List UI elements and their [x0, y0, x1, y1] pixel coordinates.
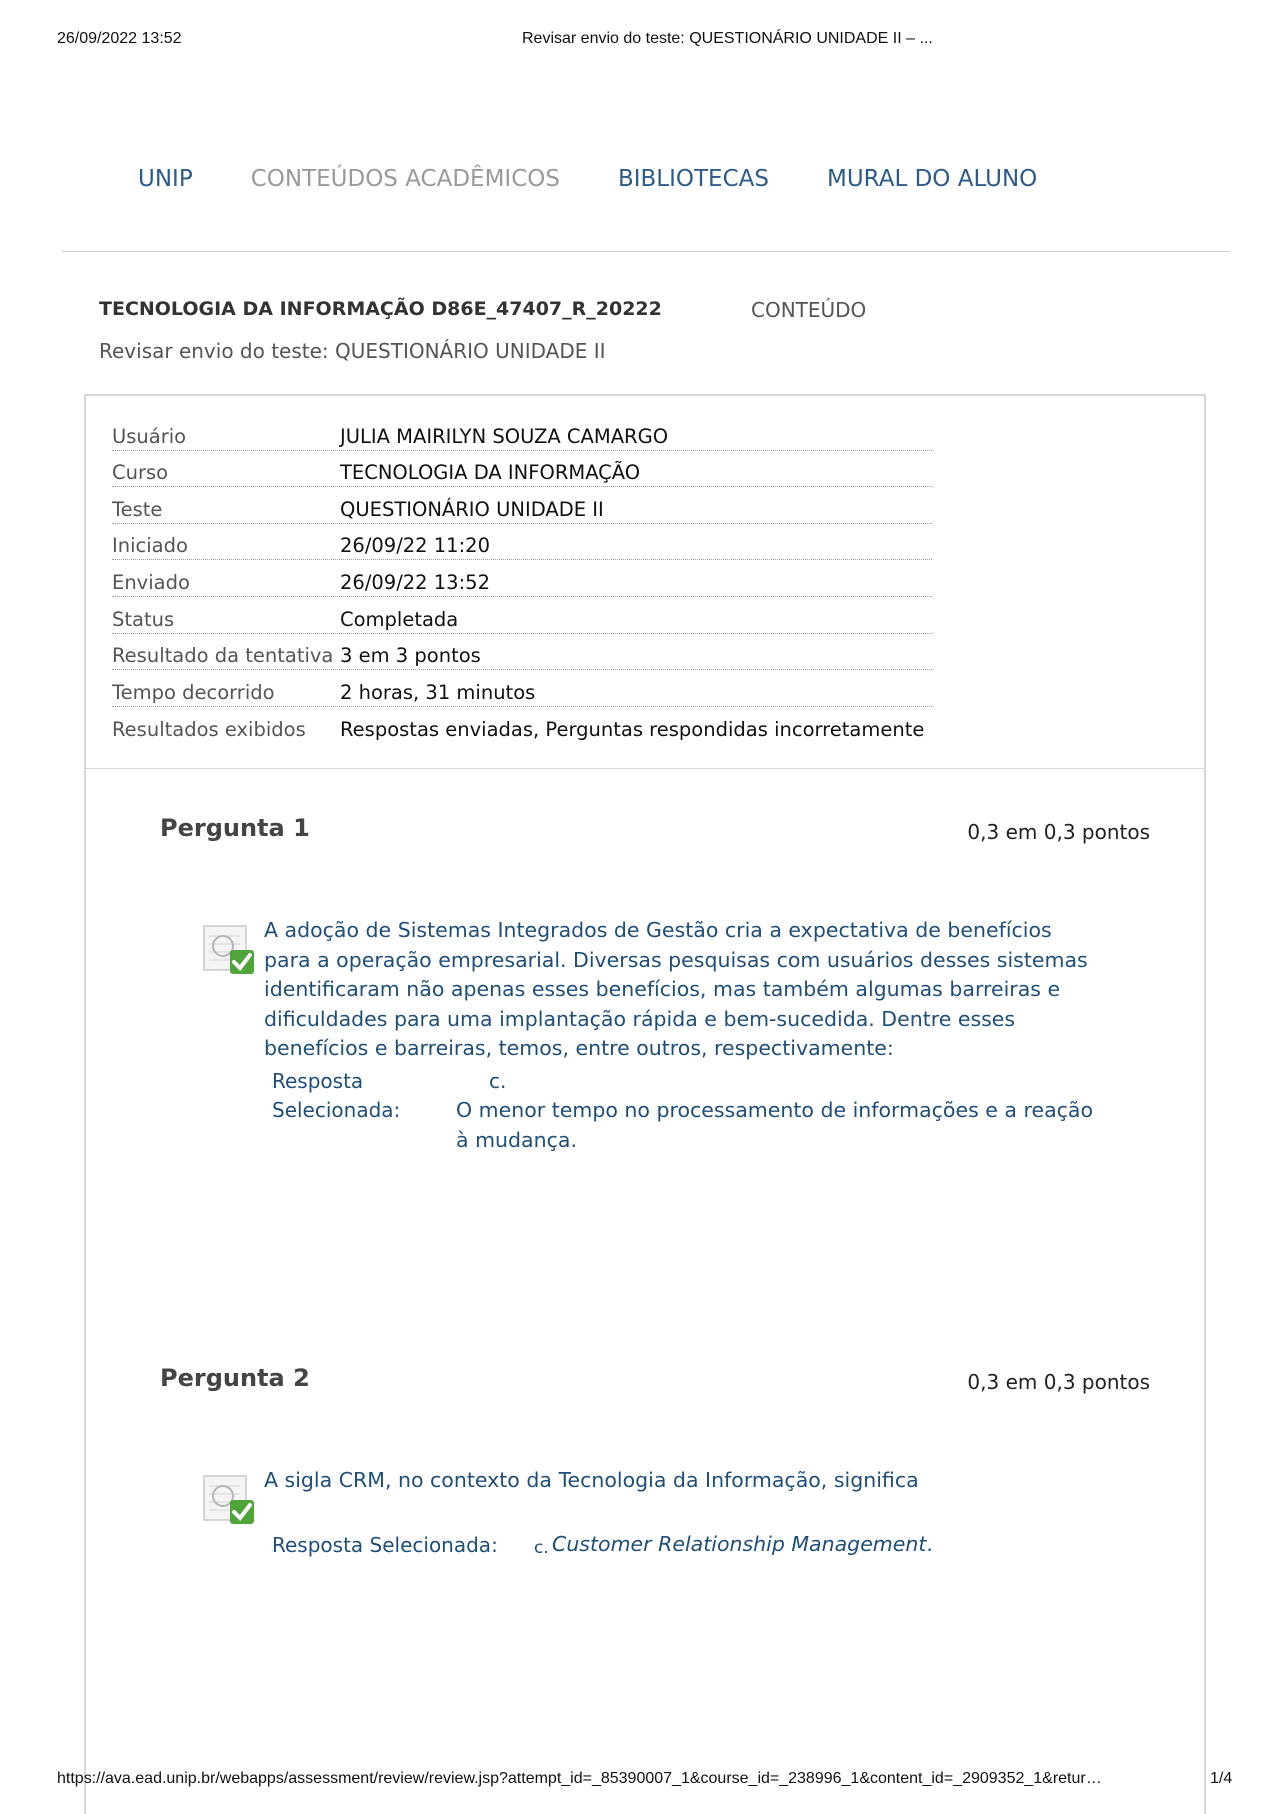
summary-value: 26/09/22 11:20	[340, 534, 490, 558]
summary-value: 26/09/22 13:52	[340, 570, 490, 594]
question-points: 0,3 em 0,3 pontos	[967, 1370, 1150, 1394]
summary-divider	[86, 768, 1204, 769]
summary-value: JULIA MAIRILYN SOUZA CAMARGO	[340, 424, 669, 448]
answer-label: Resposta Selecionada:	[272, 1533, 498, 1557]
print-url: https://ava.ead.unip.br/webapps/assessment/review/review.jsp?attempt_id=_85390007_1&course_id=_238996_1&content_id=_2909352_1&retur…	[57, 1770, 1102, 1787]
nav-item-mural-do-aluno[interactable]: MURAL DO ALUNO	[827, 166, 1038, 192]
summary-label: Status	[112, 607, 175, 631]
selected-answer-text: O menor tempo no processamento de informações e a reação à mudança.	[456, 1098, 1094, 1152]
question-text: A adoção de Sistemas Integrados de Gestão cria a expectativa de benefícios para a operação empresarial. Diversas pesquisas com usuários desses sistemas identificaram não apenas esses benefícios, mas também algumas barreiras e dificuldades para uma implantação rápida e bem-sucedida. Dentre esses benefícios e barreiras, temos, entre outros, respectivamente:	[264, 918, 1088, 1060]
selected-answer-text	[552, 1530, 933, 1560]
summary-row-status	[112, 597, 932, 634]
summary-row-usuario	[112, 414, 932, 451]
top-navigation	[138, 166, 1095, 192]
question-title: Pergunta 1	[160, 814, 310, 842]
summary-row-enviado	[112, 560, 932, 597]
answer-label	[272, 1067, 400, 1125]
answer-letter: c.	[534, 1538, 549, 1558]
question-2	[160, 1364, 1150, 1664]
summary-label: Resultados exibidos	[112, 718, 306, 742]
question-title: Pergunta 2	[160, 1364, 310, 1392]
answer-label-line: Resposta	[272, 1069, 364, 1093]
summary-label: Tempo decorrido	[112, 680, 275, 704]
breadcrumb: Revisar envio do teste: QUESTIONÁRIO UNIDADE II	[99, 339, 606, 363]
nav-item-conteudos-academicos[interactable]: CONTEÚDOS ACADÊMICOS	[250, 166, 560, 192]
content-link[interactable]: CONTEÚDO	[751, 298, 867, 322]
correct-answer-icon	[202, 922, 256, 976]
answer-letter: c.	[489, 1069, 507, 1093]
summary-label: Resultado da tentativa	[112, 644, 334, 668]
summary-value: 3 em 3 pontos	[340, 644, 481, 668]
attempt-summary-table	[112, 414, 932, 743]
nav-item-unip[interactable]: UNIP	[138, 166, 193, 192]
print-page-number: 1/4	[1210, 1770, 1233, 1787]
nav-item-bibliotecas[interactable]: BIBLIOTECAS	[617, 166, 769, 192]
summary-label: Curso	[112, 461, 169, 485]
selected-answer-term: Customer Relationship Management	[552, 1532, 927, 1556]
summary-value: TECNOLOGIA DA INFORMAÇÃO	[340, 461, 641, 485]
summary-value: 2 horas, 31 minutos	[340, 680, 536, 704]
summary-label: Iniciado	[112, 534, 188, 558]
summary-row-curso	[112, 451, 932, 488]
summary-row-teste	[112, 487, 932, 524]
summary-value: Completada	[340, 607, 459, 631]
summary-row-iniciado	[112, 524, 932, 561]
summary-label: Usuário	[112, 424, 187, 448]
question-points: 0,3 em 0,3 pontos	[967, 820, 1150, 844]
question-1	[160, 814, 1150, 1234]
summary-label: Teste	[112, 497, 163, 521]
summary-label: Enviado	[112, 570, 190, 594]
print-document-title: Revisar envio do teste: QUESTIONÁRIO UNIDADE II – ...	[522, 30, 933, 47]
summary-value: QUESTIONÁRIO UNIDADE II	[340, 497, 604, 521]
summary-row-tempo	[112, 670, 932, 707]
print-datetime: 26/09/2022 13:52	[57, 30, 182, 47]
correct-answer-icon	[202, 1472, 256, 1526]
answer-label-line: Selecionada:	[272, 1098, 401, 1122]
review-panel	[84, 394, 1206, 1814]
summary-row-resultados-exibidos	[112, 707, 932, 744]
question-text: A sigla CRM, no contexto da Tecnologia da Informação, significa	[264, 1468, 919, 1492]
course-title: TECNOLOGIA DA INFORMAÇÃO D86E_47407_R_20222	[99, 298, 662, 320]
summary-value: Respostas enviadas, Perguntas respondidas incorretamente	[340, 718, 925, 742]
selected-answer-suffix: .	[926, 1532, 933, 1556]
summary-row-resultado	[112, 634, 932, 671]
nav-divider	[62, 251, 1230, 252]
